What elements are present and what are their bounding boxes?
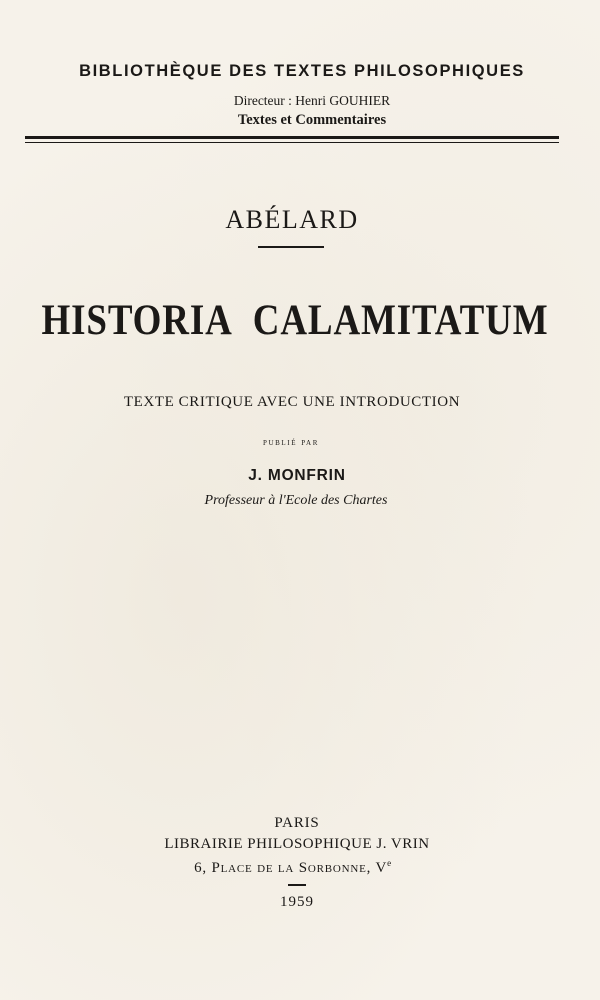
imprint-address-sup: e — [387, 858, 392, 868]
imprint-year: 1959 — [280, 894, 314, 910]
header-rule-thin — [25, 142, 559, 143]
book-title: HISTORIA CALAMITATUM — [41, 297, 549, 344]
book-subtitle: TEXTE CRITIQUE AVEC UNE INTRODUCTION — [123, 394, 461, 410]
collection-name: Textes et Commentaires — [237, 112, 387, 128]
series-title: BIBLIOTHÈQUE DES TEXTES PHILOSOPHIQUES — [79, 62, 525, 80]
header-rule-thick — [25, 136, 559, 139]
author-name: ABÉLARD — [225, 205, 359, 234]
published-by-label: publié par — [263, 437, 319, 448]
imprint-publisher: LIBRAIRIE PHILOSOPHIQUE J. VRIN — [164, 836, 430, 852]
imprint-address — [0, 858, 593, 877]
imprint-city: PARIS — [274, 815, 320, 831]
series-director: Directeur : Henri GOUHIER — [233, 93, 391, 108]
year-divider — [288, 884, 306, 886]
editor-role: Professeur à l'Ecole des Chartes — [204, 493, 388, 508]
imprint-address-text: 6, Place de la Sorbonne, V — [194, 860, 388, 876]
author-divider — [258, 246, 324, 248]
editor-name: J. MONFRIN — [248, 467, 346, 484]
